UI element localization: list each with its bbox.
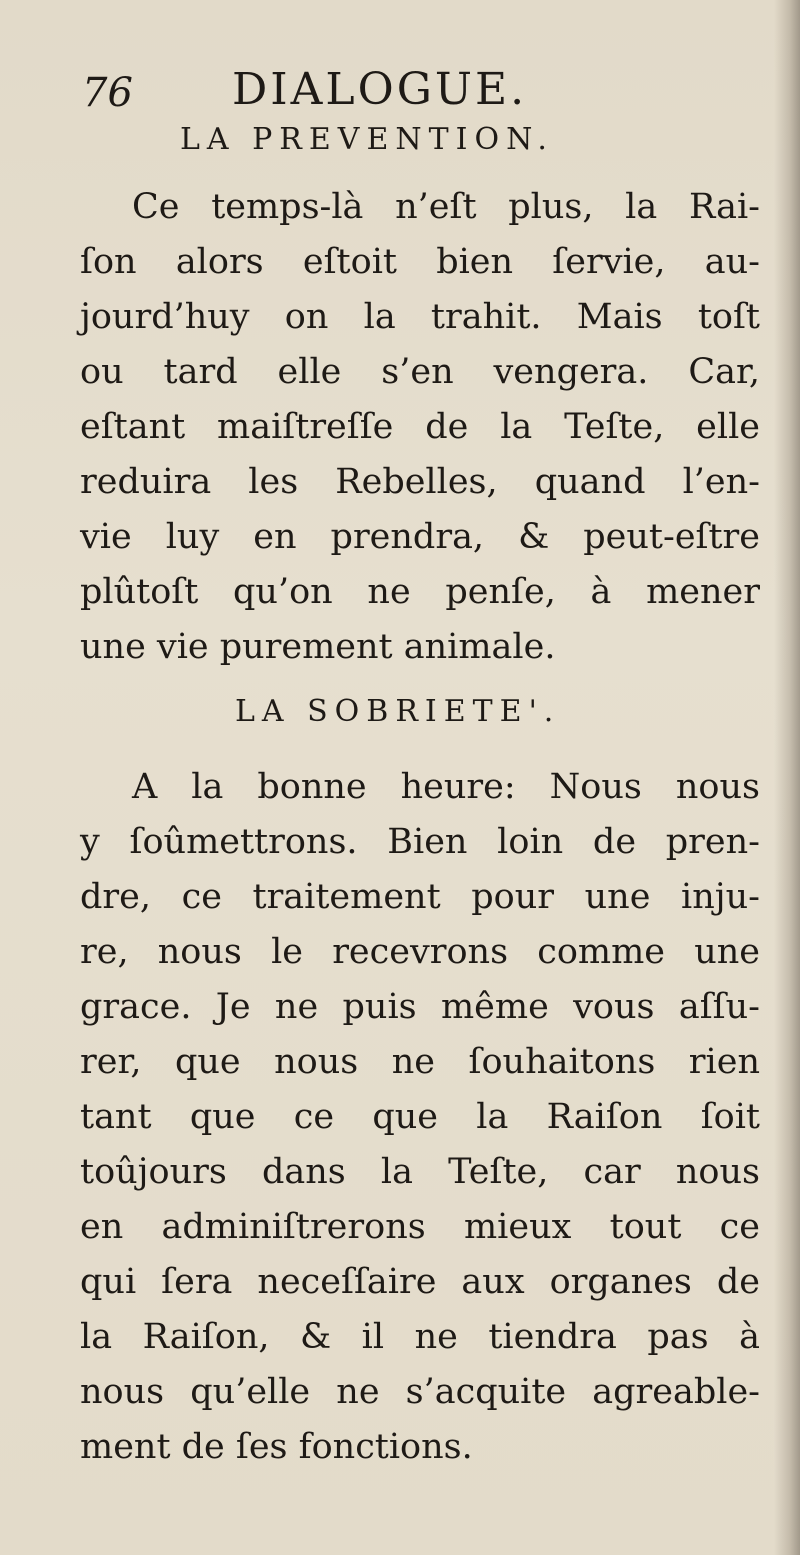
page-edge-shadow	[774, 0, 800, 1555]
text-line: ſon alors eſtoit bien ſervie, au-	[80, 242, 760, 282]
text-line: ment de ſes fonctions.	[80, 1427, 473, 1467]
text-line: y ſoûmettrons. Bien loin de pren-	[80, 822, 760, 862]
text-line: nous qu’elle ne s’acquite agreable-	[80, 1372, 760, 1412]
text-line: tant que ce que la Raiſon ſoit	[80, 1097, 760, 1137]
speaker-heading-sobriete: LA SOBRIETE'.	[235, 694, 561, 729]
page-header	[82, 60, 722, 120]
speaker-heading-prevention: LA PREVENTION.	[180, 122, 554, 157]
text-line: en adminiſtrerons mieux tout ce	[80, 1207, 760, 1247]
text-line: reduira les Rebelles, quand l’en-	[80, 462, 760, 502]
paragraph-sobriete	[80, 760, 760, 1475]
text-line: vie luy en prendra, & peut-eſtre	[80, 517, 760, 557]
text-line: toûjours dans la Teſte, car nous	[80, 1152, 760, 1192]
text-line: jourd’huy on la trahit. Mais toſt	[80, 297, 760, 337]
text-line: plûtoſt qu’on ne penſe, à mener	[80, 572, 760, 612]
text-line: la Raiſon, & il ne tiendra pas à	[80, 1317, 760, 1357]
paragraph-prevention	[80, 180, 760, 675]
running-title: DIALOGUE.	[232, 64, 528, 115]
text-line: une vie purement animale.	[80, 627, 556, 667]
page-number: 76	[82, 70, 133, 116]
text-line: Ce temps-là n’eſt plus, la Rai-	[132, 187, 760, 227]
text-line: A la bonne heure: Nous nous	[132, 767, 760, 807]
text-line: re, nous le recevrons comme une	[80, 932, 760, 972]
text-line: dre, ce traitement pour une inju-	[80, 877, 760, 917]
text-line: rer, que nous ne ſouhaitons rien	[80, 1042, 760, 1082]
text-line: grace. Je ne puis même vous aſſu-	[80, 987, 760, 1027]
text-line: qui ſera neceſſaire aux organes de	[80, 1262, 760, 1302]
text-line: eſtant maiſtreſſe de la Teſte, elle	[80, 407, 760, 447]
text-line: ou tard elle s’en vengera. Car,	[80, 352, 760, 392]
